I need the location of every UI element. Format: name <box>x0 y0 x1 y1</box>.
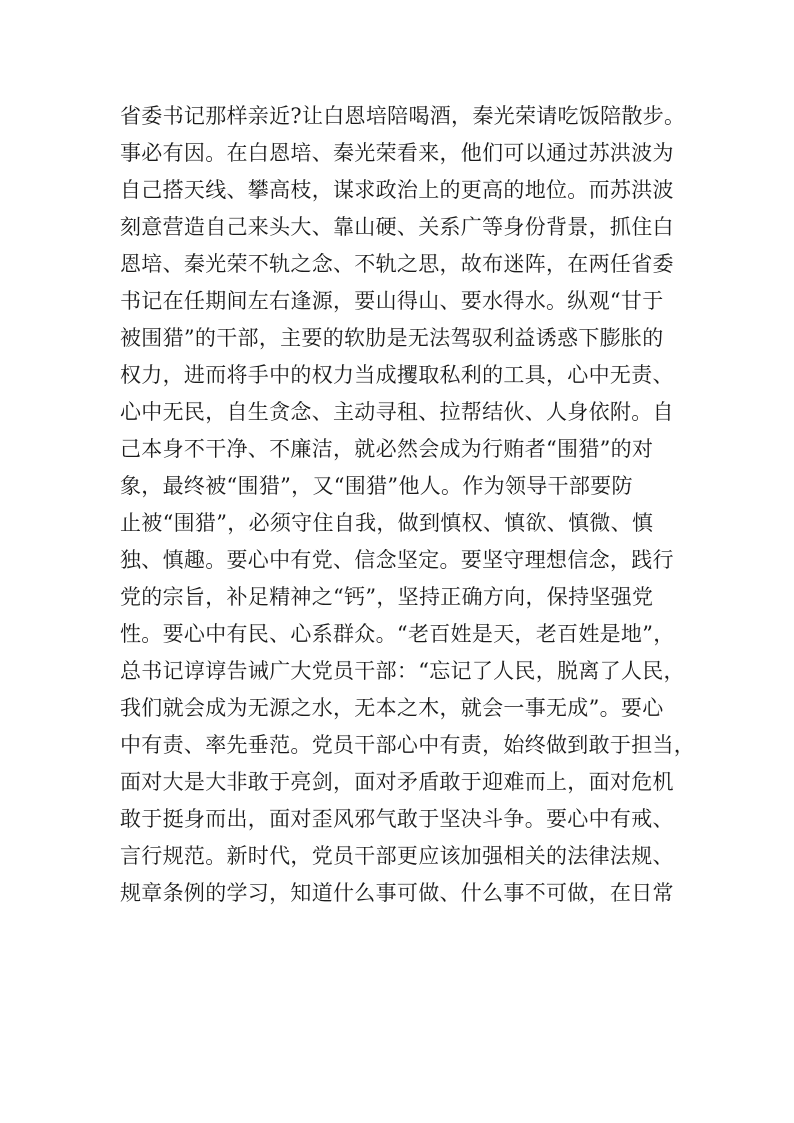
text-line: 止被“围猎”，必须守住自我，做到慎权、慎欲、慎微、慎 <box>120 511 654 535</box>
text-line: 被围猎”的干部，主要的软肋是无法驾驭利益诱惑下膨胀的 <box>120 326 664 350</box>
text-line: 面对大是大非敢于亮剑，面对矛盾敢于迎难而上，面对危机 <box>120 770 674 794</box>
text-line: 言行规范。新时代，党员干部更应该加强相关的法律法规、 <box>120 844 674 868</box>
text-line: 中有责、率先垂范。党员干部心中有责，始终做到敢于担当， <box>120 733 696 757</box>
text-line: 书记在任期间左右逢源，要山得山、要水得水。纵观“甘于 <box>120 289 664 313</box>
text-line: 刻意营造自己来头大、靠山硬、关系广等身份背景，抓住白 <box>120 215 674 239</box>
text-line: 事必有因。在白恩培、秦光荣看来，他们可以通过苏洪波为 <box>120 141 674 165</box>
text-line: 规章条例的学习，知道什么事可做、什么事不可做，在日常 <box>120 881 674 905</box>
text-line: 总书记谆谆告诫广大党员干部：“忘记了人民，脱离了人民， <box>120 659 685 683</box>
text-line: 性。要心中有民、心系群众。“老百姓是天，老百姓是地”， <box>120 622 675 646</box>
text-line: 敢于挺身而出，面对歪风邪气敢于坚决斗争。要心中有戒、 <box>120 807 674 831</box>
text-line: 己本身不干净、不廉洁，就必然会成为行贿者“围猎”的对 <box>120 437 654 461</box>
text-line: 党的宗旨，补足精神之“钙”，坚持正确方向，保持坚强党 <box>120 585 654 609</box>
text-line: 独、慎趣。要心中有党、信念坚定。要坚守理想信念，践行 <box>120 548 674 572</box>
text-line: 我们就会成为无源之水，无本之木，就会一事无成”。要心 <box>120 696 664 720</box>
text-line: 自己搭天线、攀高枝，谋求政治上的更高的地位。而苏洪波 <box>120 178 674 202</box>
text-line: 心中无民，自生贪念、主动寻租、拉帮结伙、人身依附。自 <box>120 400 674 424</box>
text-line: 权力，进而将手中的权力当成攫取私利的工具，心中无责、 <box>120 363 674 387</box>
text-line: 象，最终被“围猎”，又“围猎”他人。作为领导干部要防 <box>120 474 633 498</box>
text-line: 省委书记那样亲近?让白恩培陪喝酒，秦光荣请吃饭陪散步。 <box>120 104 686 128</box>
body-text <box>120 98 696 912</box>
text-line: 恩培、秦光荣不轨之念、不轨之思，故布迷阵，在两任省委 <box>120 252 674 276</box>
